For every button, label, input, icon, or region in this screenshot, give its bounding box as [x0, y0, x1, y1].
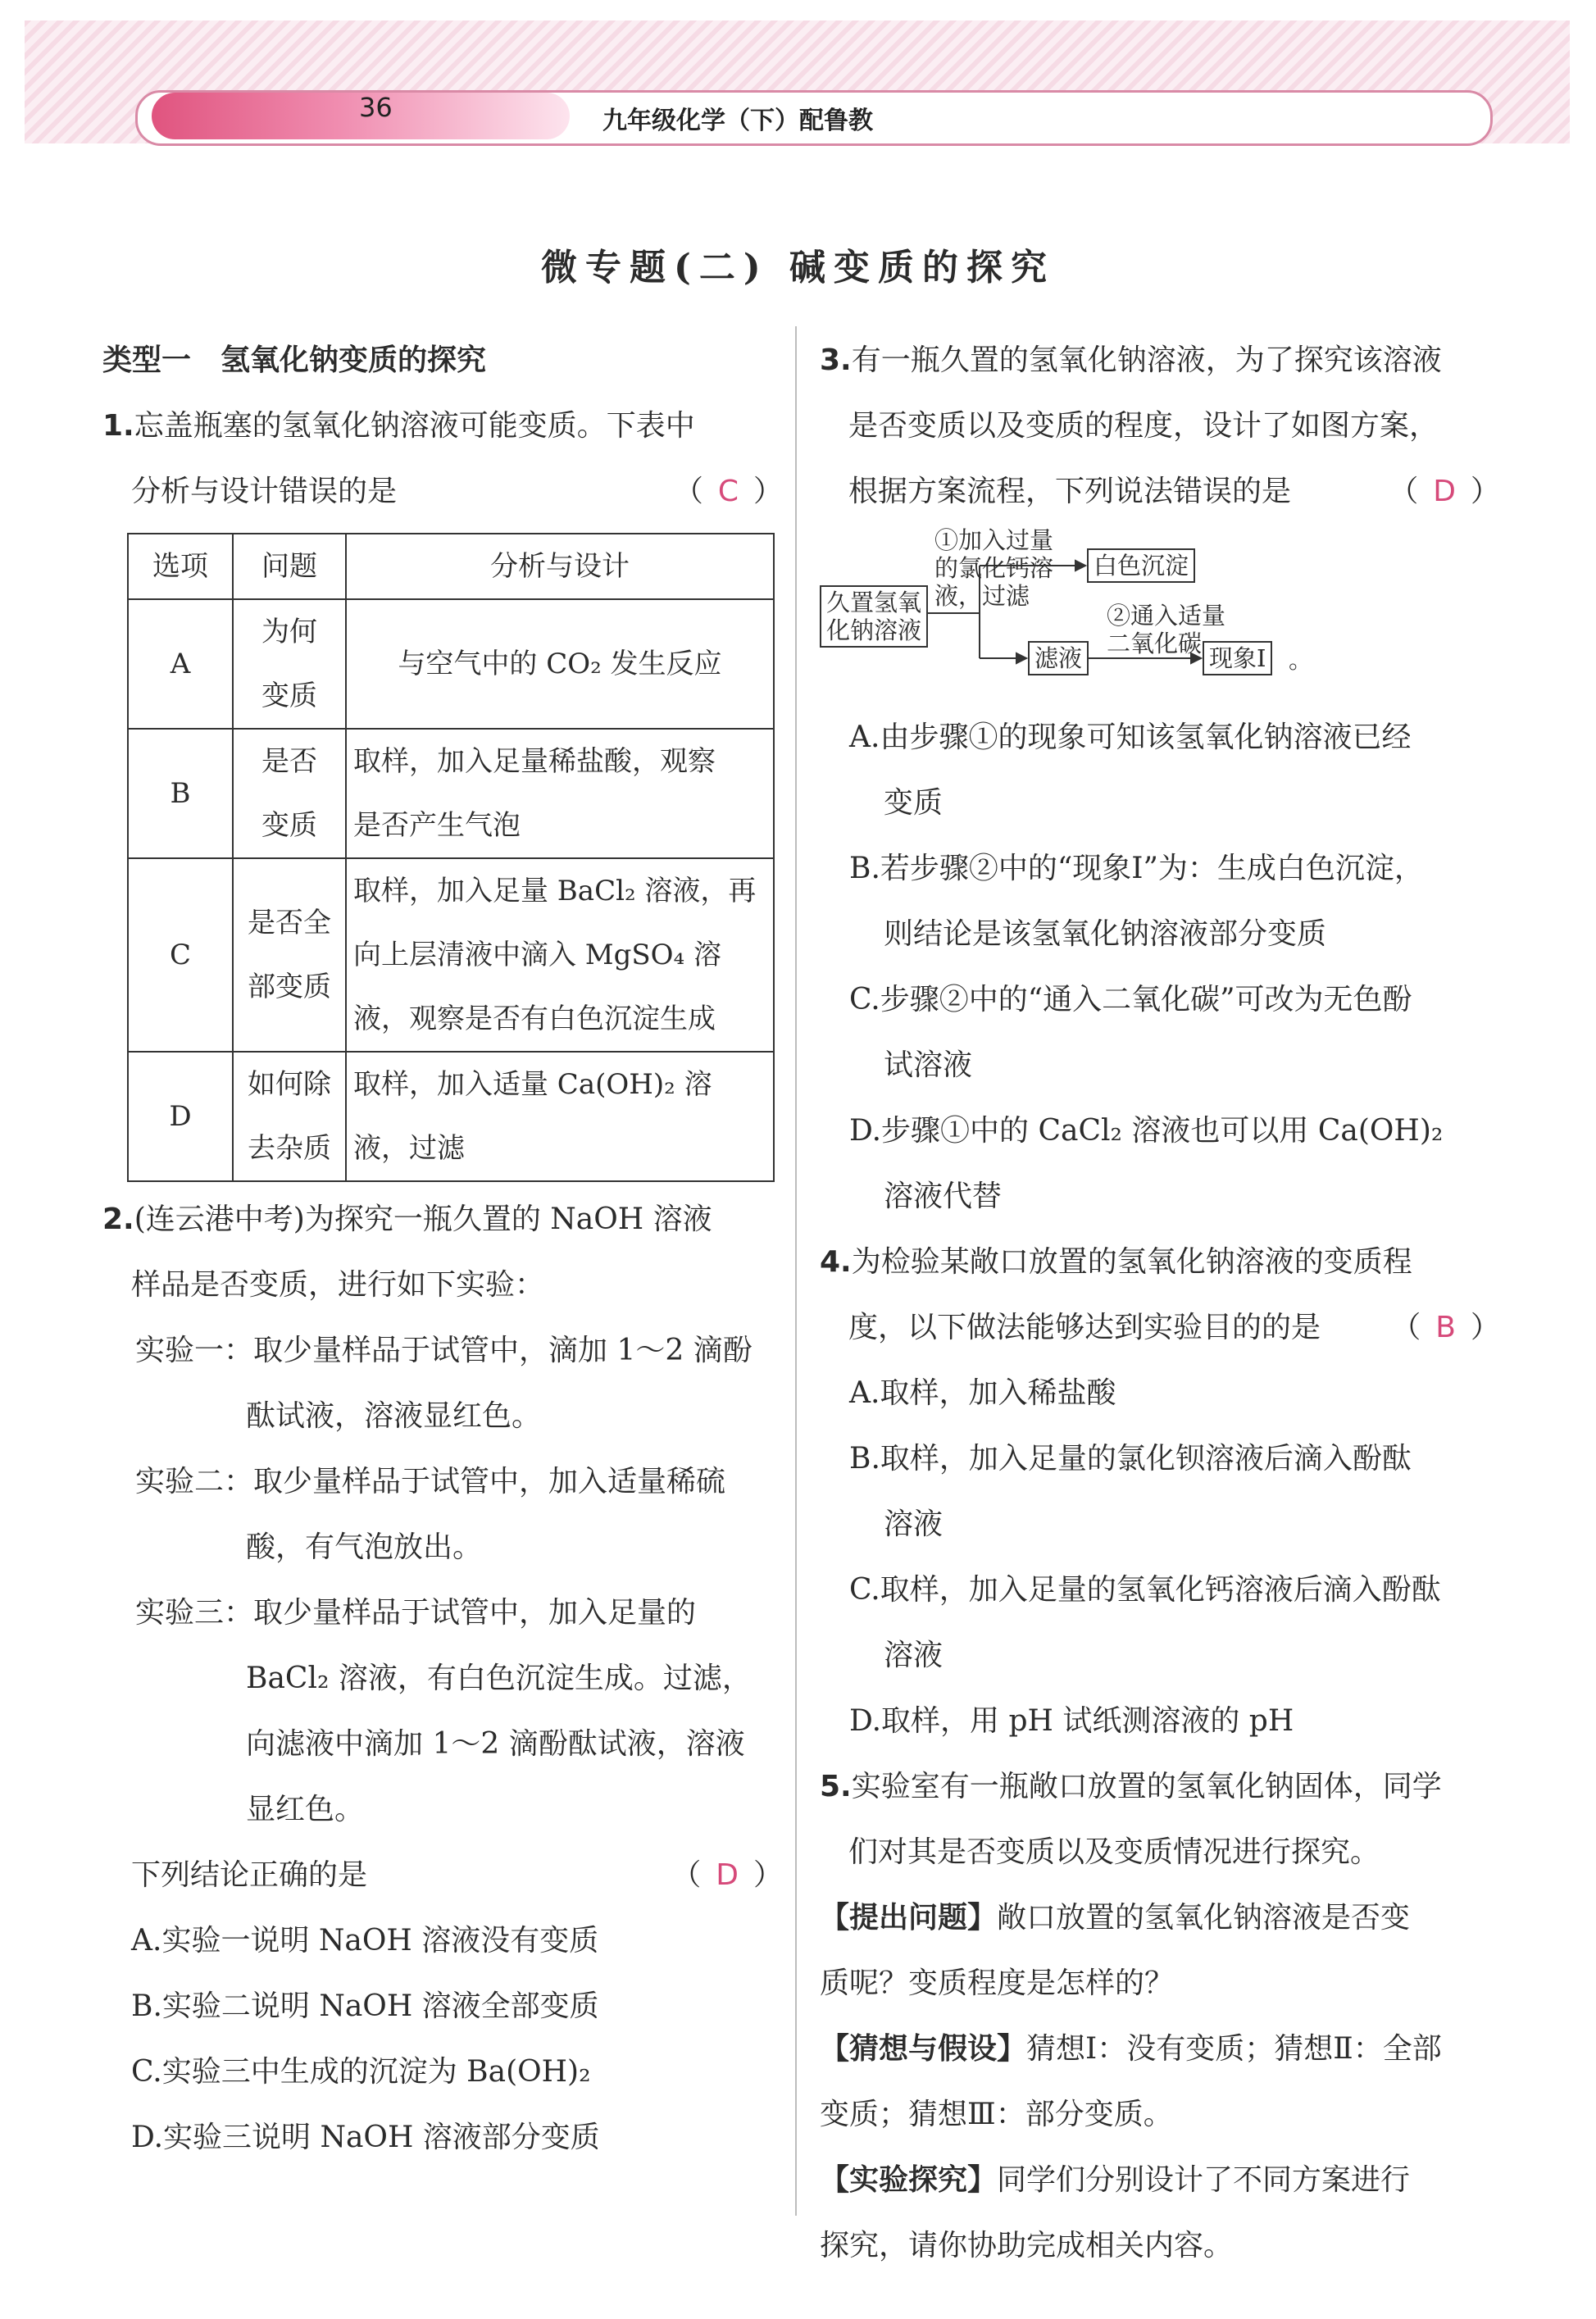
cell-line: 液，过滤 [353, 1132, 465, 1165]
opt-line: D.取样，用 pH 试纸测溶液的 pH [849, 1704, 1294, 1738]
flow-filtrate-box: 滤液 [1028, 641, 1089, 675]
q1-text-cont: 分析与设计错误的是 [131, 475, 398, 508]
section-tag: 【实验探究】 [820, 2163, 998, 2197]
flow-text: ②通入适量 [1107, 602, 1226, 630]
q3-line3 [820, 459, 1500, 525]
flow-text: 液，过滤 [934, 582, 1030, 610]
cell-line: 是否产生气泡 [353, 809, 521, 842]
opt-line: 溶液代替 [884, 1180, 1003, 1213]
flow-text: 二氧化碳 [1107, 630, 1203, 657]
table-header: 问题 [233, 534, 346, 599]
q3-option-d [820, 1098, 1500, 1230]
q4-text: 为检验某敞口放置的氢氧化钠溶液的变质程 [851, 1245, 1412, 1279]
opt-line: C.步骤②中的“通入二氧化碳”可改为无色酚 [849, 983, 1412, 1016]
table-header: 分析与设计 [346, 534, 774, 599]
section-line: 猜想Ⅰ：没有变质；猜想Ⅱ：全部 [1026, 2032, 1442, 2066]
q3-answer: D [1433, 475, 1456, 508]
q4-option-c [820, 1557, 1500, 1689]
exp-line: 酸，有气泡放出。 [246, 1530, 483, 1564]
section-line: 变质；猜想Ⅲ：部分变质。 [820, 2098, 1173, 2131]
table-row [128, 858, 774, 1052]
table-cell-question [233, 729, 346, 858]
opt-line: D.步骤①中的 CaCl₂ 溶液也可以用 Ca(OH)₂ [849, 1114, 1444, 1148]
table-cell-question [233, 1052, 346, 1181]
q3-answer-blank: （ D ） [1389, 475, 1500, 508]
table-header: 选项 [128, 534, 233, 599]
q2-prompt-text: 下列结论正确的是 [131, 1858, 368, 1892]
q1-text: 忘盖瓶塞的氢氧化钠溶液可能变质。下表中 [134, 409, 695, 443]
q5-section-hypothesis [820, 2017, 1500, 2148]
q2-experiment-1 [102, 1318, 783, 1449]
cell-line: 部变质 [248, 971, 331, 1003]
q3-line1 [820, 328, 1500, 393]
table-cell-option: A [128, 599, 233, 729]
q5-section-question [820, 1885, 1500, 2017]
cell-line: 取样，加入足量 BaCl₂ 溶液，再 [353, 875, 757, 907]
q2-option-b: B.实验二说明 NaOH 溶液全部变质 [131, 1989, 599, 2023]
q2-option-c: C.实验三中生成的沉淀为 Ba(OH)₂ [131, 2055, 591, 2089]
table-row [128, 729, 774, 858]
table-cell-design [346, 1052, 774, 1181]
q4-option-d [820, 1689, 1500, 1754]
exp-line: BaCl₂ 溶液，有白色沉淀生成。过滤， [246, 1662, 752, 1695]
cell-line: 变质 [261, 680, 317, 712]
type-heading: 类型一 氢氧化钠变质的探究 [102, 343, 487, 377]
q3-option-a [820, 705, 1500, 836]
left-column [102, 328, 783, 2171]
opt-line: A.由步骤①的现象可知该氢氧化钠溶液已经 [849, 721, 1412, 754]
opt-line: 溶液 [884, 1507, 944, 1541]
page-number: 36 [359, 92, 393, 123]
exp-line: 显红色。 [246, 1793, 365, 1826]
exp-line: 实验二：取少量样品于试管中，加入适量稀硫 [135, 1465, 726, 1498]
q2-number: 2. [102, 1203, 134, 1236]
section-line: 质呢？变质程度是怎样的？ [820, 1967, 1175, 2000]
table-cell-option: B [128, 729, 233, 858]
q5-line1 [820, 1754, 1500, 1820]
q5-line2: 们对其是否变质以及变质情况进行探究。 [848, 1835, 1380, 1869]
q3-text: 有一瓶久置的氢氧化钠溶液，为了探究该溶液 [851, 343, 1442, 377]
q4-option-b [820, 1426, 1500, 1557]
section-tag: 【猜想与假设】 [820, 2032, 1027, 2066]
section-tag: 【提出问题】 [820, 1901, 998, 1935]
exp-line: 酞试液，溶液显红色。 [246, 1399, 542, 1433]
q4-option-a [820, 1361, 1500, 1426]
opt-line: B.若步骤②中的“现象Ⅰ”为：生成白色沉淀， [849, 852, 1424, 885]
flow-step1-label [934, 526, 1053, 610]
exp-line: 实验一：取少量样品于试管中，滴加 1～2 滴酚 [135, 1334, 753, 1367]
table-header-row [128, 534, 774, 599]
flow-result-box: 现象Ⅰ [1203, 641, 1272, 675]
opt-line: A.取样，加入稀盐酸 [849, 1376, 1116, 1410]
table-cell-option: C [128, 858, 233, 1052]
q4-answer-blank: （ B ） [1391, 1311, 1500, 1344]
q4-text-cont: 度，以下做法能够达到实验目的的是 [848, 1311, 1321, 1344]
flow-text: 化钠溶液 [826, 616, 922, 644]
q3-line2: 是否变质以及变质的程度，设计了如图方案， [848, 409, 1439, 443]
q4-answer: B [1435, 1311, 1456, 1344]
q2-answer: D [716, 1858, 739, 1892]
q4-number: 4. [820, 1245, 852, 1279]
cell-line: 去杂质 [248, 1132, 331, 1165]
opt-line: 溶液 [884, 1639, 944, 1672]
table-cell-design [346, 729, 774, 858]
cell-line: 是否全 [248, 907, 331, 939]
flow-text: ①加入过量 [934, 526, 1054, 554]
cell-line: 向上层清液中滴入 MgSO₄ 溶 [353, 939, 721, 971]
book-title: 九年级化学（下）配鲁教 [602, 107, 873, 135]
table-cell-question [233, 599, 346, 729]
q1-answer: C [717, 475, 739, 508]
opt-line: 变质 [884, 786, 944, 820]
exp-line: 实验三：取少量样品于试管中，加入足量的 [135, 1596, 697, 1630]
q3-flow-diagram [820, 526, 1500, 695]
opt-line: B.取样，加入足量的氯化钡溶液后滴入酚酞 [849, 1442, 1412, 1476]
q2-experiment-2 [102, 1449, 783, 1580]
q2-text: (连云港中考)为探究一瓶久置的 NaOH 溶液 [134, 1203, 712, 1236]
cell-line: 是否 [261, 745, 317, 778]
table-cell-question [233, 858, 346, 1052]
opt-line: 试溶液 [884, 1048, 973, 1082]
flow-text: 久置氢氧 [826, 589, 922, 616]
q2-option-d: D.实验三说明 NaOH 溶液部分变质 [131, 2121, 600, 2154]
flow-start-box [820, 585, 928, 648]
cell-line: 如何除 [248, 1068, 331, 1101]
opt-line: 则结论是该氢氧化钠溶液部分变质 [884, 917, 1327, 951]
q2-answer-blank: （ D ） [671, 1858, 783, 1892]
q1-answer-blank: （ C ） [673, 475, 783, 508]
q1-number: 1. [102, 409, 134, 443]
table-row [128, 599, 774, 729]
page-title: 微专题(二) 碱变质的探究 [541, 247, 1055, 289]
column-divider [795, 326, 797, 2216]
cell-line: 取样，加入足量稀盐酸，观察 [353, 745, 716, 778]
q3-number: 3. [820, 343, 852, 377]
flow-tail: 。 [1289, 646, 1313, 674]
cell-line: 为何 [261, 616, 317, 648]
q3-text-cont: 根据方案流程，下列说法错误的是 [848, 475, 1292, 508]
q1-line2 [102, 459, 783, 525]
table-cell-design: 与空气中的 CO₂ 发生反应 [346, 599, 774, 729]
q1-table [127, 533, 775, 1182]
cell-line: 变质 [261, 809, 317, 842]
section-line: 敞口放置的氢氧化钠溶液是否变 [997, 1901, 1411, 1935]
q2-line2: 样品是否变质，进行如下实验： [131, 1268, 545, 1302]
q5-section-experiment [820, 2148, 1500, 2279]
q2-option-a: A.实验一说明 NaOH 溶液没有变质 [131, 1924, 599, 1958]
flow-text: 的氯化钙溶 [934, 554, 1054, 582]
cell-line: 液，观察是否有白色沉淀生成 [353, 1003, 716, 1035]
opt-line: C.取样，加入足量的氢氧化钙溶液后滴入酚酞 [849, 1573, 1441, 1607]
section-line: 同学们分别设计了不同方案进行 [997, 2163, 1411, 2197]
table-row [128, 1052, 774, 1181]
q2-experiment-3 [102, 1580, 783, 1843]
table-cell-option: D [128, 1052, 233, 1181]
q1-line1 [102, 393, 783, 459]
q4-line2 [820, 1295, 1500, 1361]
exp-line: 向滤液中滴加 1～2 滴酚酞试液，溶液 [246, 1727, 745, 1761]
right-column [820, 328, 1500, 2279]
table-cell-design [346, 858, 774, 1052]
cell-line: 取样，加入适量 Ca(OH)₂ 溶 [353, 1068, 712, 1101]
q2-prompt [102, 1843, 783, 1908]
q4-line1 [820, 1230, 1500, 1295]
q3-option-b [820, 836, 1500, 967]
flow-precipitate-box: 白色沉淀 [1087, 548, 1195, 583]
q2-line1 [102, 1187, 783, 1253]
section-line: 探究，请你协助完成相关内容。 [820, 2229, 1234, 2262]
q5-number: 5. [820, 1770, 852, 1803]
q3-option-c [820, 967, 1500, 1098]
q5-text: 实验室有一瓶敞口放置的氢氧化钠固体，同学 [851, 1770, 1442, 1803]
